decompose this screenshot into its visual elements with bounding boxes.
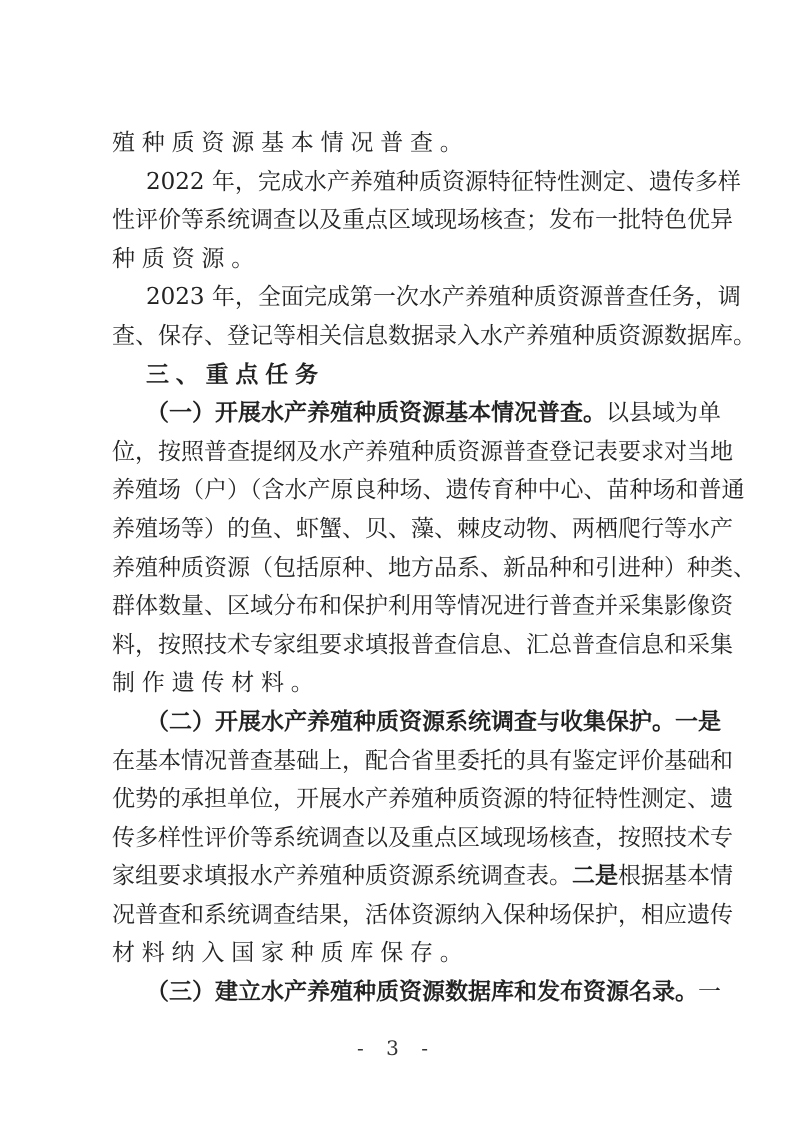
text-line: 2022 年，完成水产养殖种质资源特征特性测定、遗传多样 (146, 168, 741, 195)
text-line: 制作遗传材料。 (112, 670, 321, 697)
page-number: - 3 - (357, 1036, 436, 1060)
text-line: 养殖场（户）（含水产原良种场、遗传育种中心、苗种场和普通 (112, 477, 745, 504)
text-line: 养殖场等）的鱼、虾蟹、贝、藻、棘皮动物、两栖爬行等水产 (112, 515, 733, 542)
text-line: 况普查和系统调查结果，活体资源纳入保种场保护，相应遗传 (112, 901, 733, 928)
paragraph (112, 973, 721, 1012)
text-line (112, 394, 721, 433)
paragraph (112, 703, 733, 973)
paragraph (112, 163, 741, 279)
text-span: 一 (698, 979, 721, 1006)
text-line: 位，按照普查提纲及水产养殖种质资源普查登记表要求对当地 (112, 438, 733, 465)
text-line: 殖种质资源基本情况普查。 (112, 130, 470, 156)
text-line: 群体数量、区域分布和保护利用等情况进行普查并采集影像资 (112, 593, 733, 620)
text-line: 性评价等系统调查以及重点区域现场核查；发布一批特色优异 (112, 207, 733, 234)
text-line (112, 973, 721, 1012)
text-line (112, 857, 733, 896)
paragraph (112, 278, 756, 355)
section-heading: 三、重点任务 (146, 361, 325, 388)
paragraph-lead: （二）开展水产养殖种质资源系统调查与收集保护。一是 (146, 707, 721, 735)
text-line: 查、保存、登记等相关信息数据录入水产养殖种质资源数据库。 (112, 322, 756, 349)
text-line: 优势的承担单位，开展水产养殖种质资源的特征特性测定、遗 (112, 786, 733, 813)
paragraph-lead: （三）建立水产养殖种质资源数据库和发布资源名录。 (146, 978, 698, 1006)
text-line: 种质资源。 (112, 245, 261, 272)
text-line: 材料纳入国家种质库保存。 (112, 940, 470, 967)
text-line: 养殖种质资源（包括原种、地方品系、新品种和引进种）种类、 (112, 554, 756, 581)
text-line: 在基本情况普查基础上，配合省里委托的具有鉴定评价基础和 (112, 747, 733, 774)
paragraph (112, 124, 686, 163)
document-body (112, 124, 756, 1012)
emphasis-span: 二是 (572, 862, 618, 890)
paragraph-lead: （一）开展水产养殖种质资源基本情况普查。 (146, 399, 606, 427)
text-line: 料，按照技术专家组要求填报普查信息、汇总普查信息和采集 (112, 631, 733, 658)
text-span: 以县域为单 (606, 400, 721, 427)
text-span: 根据基本情 (618, 863, 733, 890)
text-line: 2023 年，全面完成第一次水产养殖种质资源普查任务，调 (146, 284, 741, 311)
text-line: 传多样性评价等系统调查以及重点区域现场核查，按照技术专 (112, 824, 733, 851)
text-span: 家组要求填报水产养殖种质资源系统调查表。 (112, 863, 572, 890)
paragraph (112, 394, 756, 703)
